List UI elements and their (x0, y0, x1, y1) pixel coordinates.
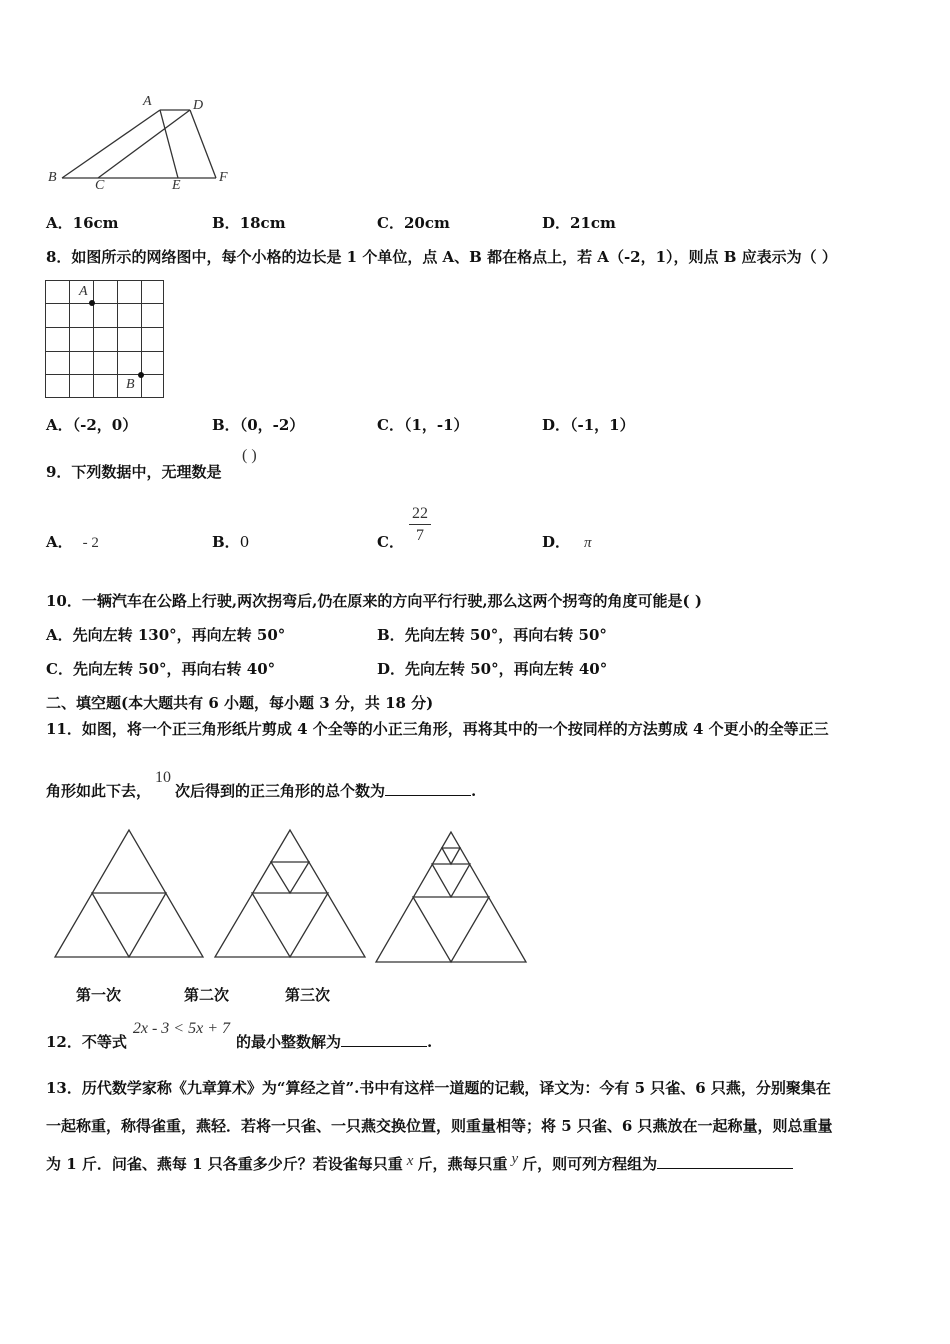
q9-stem: 9．下列数据中，无理数是 (46, 463, 222, 481)
q12-answer-blank[interactable] (341, 1032, 427, 1047)
point-a-label: A (79, 284, 88, 299)
q8-option-d[interactable]: D．（-1，1） (542, 416, 635, 434)
q11-line2: 角形如此下去，10次后得到的正三角形的总个数为 . (46, 769, 477, 800)
q12-line: 12．不等式2x - 3 < 5x + 7的最小整数解为 . (46, 1020, 433, 1051)
q8-option-a[interactable]: A．（-2，0） (46, 416, 138, 434)
q13-line1: 13．历代数学家称《九章算术》为“算经之首”.书中有这样一道题的记载，译文为：今有 5 只雀、6 只燕，分别聚集在 (46, 1079, 831, 1097)
q7-option-a[interactable]: A．16cm (46, 214, 119, 232)
q13-line2: 一起称重，称得雀重，燕轻．若将一只雀、一只燕交换位置，则重量相等；将 5 只雀、6 只燕放在一起称量，则总重量 (46, 1117, 833, 1135)
q7-option-d[interactable]: D．21cm (542, 214, 616, 232)
q10-option-a[interactable]: A．先向左转 130°，再向左转 50° (46, 626, 286, 644)
q13-line3: 为 1 斤．问雀、燕每 1 只各重多少斤？若设雀每只重 x 斤，燕每只重 y 斤，则可列方程组为 (46, 1153, 793, 1174)
q10-option-c[interactable]: C．先向左转 50°，再向右转 40° (46, 660, 276, 678)
q13-answer-blank[interactable] (657, 1154, 793, 1169)
label-a: A (143, 94, 152, 109)
section-heading: 二、填空题(本大题共有 6 小题，每小题 3 分，共 18 分) (46, 694, 434, 712)
q9-option-d[interactable]: D． π (542, 533, 592, 551)
q7-option-c[interactable]: C．20cm (377, 214, 450, 232)
q10-option-b[interactable]: B．先向左转 50°，再向右转 50° (377, 626, 607, 644)
q9-paren: ( ) (242, 447, 257, 464)
q8-stem: 8．如图所示的网络图中，每个小格的边长是 1 个单位，点 A、B 都在格点上，若 A（-2，1），则点 B 应表示为（ ） (46, 248, 837, 266)
q7-option-b[interactable]: B．18cm (212, 214, 286, 232)
label-f: F (219, 170, 228, 185)
q11-line1: 11．如图，将一个正三角形纸片剪成 4 个全等的小正三角形，再将其中的一个按同样的方法剪成 4 个更小的全等正三 (46, 720, 829, 738)
fraction-numerator: 22 (412, 505, 428, 522)
label-e: E (172, 178, 181, 193)
q12-inequality: 2x - 3 < 5x + 7 (132, 1020, 230, 1037)
point-b-label: B (126, 377, 135, 392)
label-d: D (193, 98, 204, 113)
q9-option-c[interactable]: C． (377, 533, 404, 551)
q10-option-d[interactable]: D．先向左转 50°，再向左转 40° (377, 660, 608, 678)
caption-first: 第一次 (76, 986, 122, 1004)
label-b: B (48, 170, 57, 185)
q8-option-c[interactable]: C．（1，-1） (377, 416, 469, 434)
q10-stem: 10．一辆汽车在公路上行驶,两次拐弯后,仍在原来的方向平行行驶,那么这两个拐弯的角度可能是( ) (46, 592, 702, 610)
caption-third: 第三次 (285, 986, 331, 1004)
label-c: C (95, 178, 105, 193)
fraction-denominator: 7 (416, 527, 424, 544)
caption-second: 第二次 (184, 986, 230, 1004)
q9-option-b[interactable]: B．0 (212, 533, 250, 551)
q8-option-b[interactable]: B．（0，-2） (212, 416, 305, 434)
q9-option-a[interactable]: A． - 2 (46, 533, 99, 551)
